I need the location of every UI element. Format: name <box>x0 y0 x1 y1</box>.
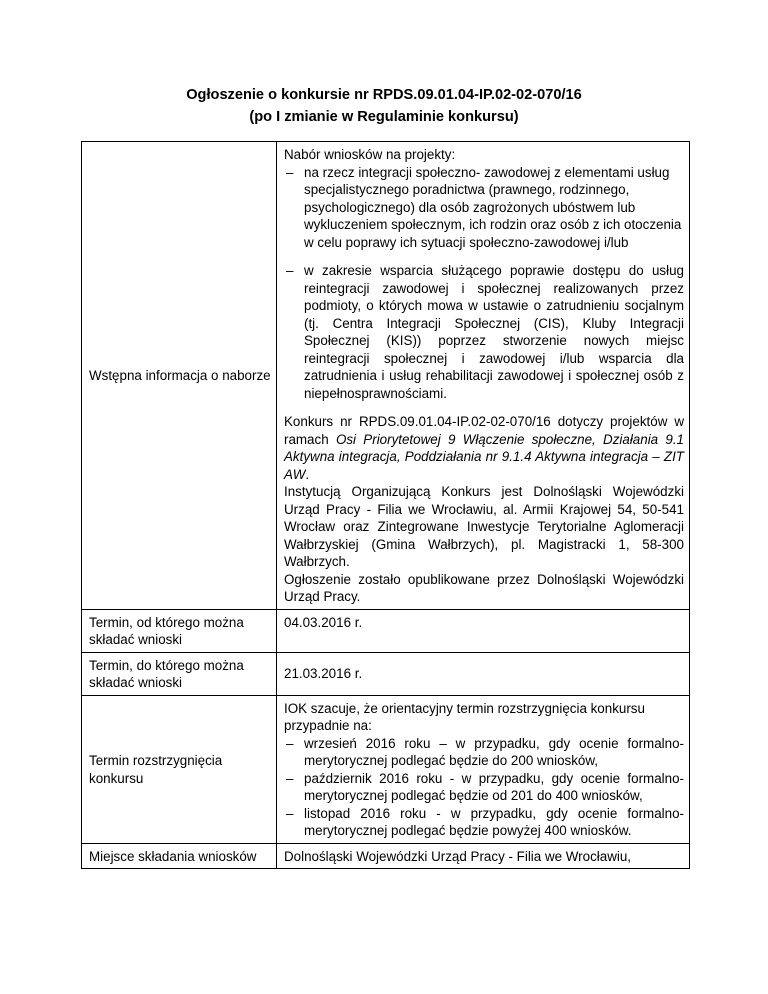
value-resolution <box>277 695 690 843</box>
document-title: Ogłoszenie o konkursie nr RPDS.09.01.04-IP.02-02-070/16 <box>186 87 582 103</box>
label-resolution: Termin rozstrzygnięcia konkursu <box>82 695 277 843</box>
label-start-date: Termin, od którego można składać wnioski <box>82 609 277 652</box>
contest-end: . <box>305 466 310 482</box>
value-submission-place: Dolnośląski Wojewódzki Urząd Pracy - Filia we Wrocławiu, <box>277 843 690 869</box>
resolution-item-1: – wrzesień 2016 roku – w przypadku, gdy ocenie formalno-merytorycznej podlegać będzie do 200 wniosków, <box>284 735 684 770</box>
resolution-item-2: – październik 2016 roku - w przypadku, gdy ocenie formalno-merytorycznej podlegać będzie od 201 do 400 wniosków, <box>284 770 684 805</box>
intro-text: Nabór wniosków na projekty: <box>284 147 456 162</box>
label-submission-place: Miejsce składania wniosków <box>82 843 277 869</box>
table-row-resolution <box>82 695 690 843</box>
value-end-date: 21.03.2016 r. <box>277 652 690 695</box>
label-initial-info: Wstępna informacja o naborze <box>82 142 277 610</box>
table-row-submission-place <box>82 843 690 869</box>
contest-description <box>284 413 684 483</box>
table-row-start-date <box>82 609 690 652</box>
published-text: Ogłoszenie zostało opublikowane przez Dolnośląski Wojewódzki Urząd Pracy. <box>284 571 684 604</box>
label-end-date: Termin, do którego można składać wnioski <box>82 652 277 695</box>
contest-info-table <box>81 141 690 869</box>
contest-text: Konkurs nr RPDS.09.01.04-IP.02-02-070/16 dotyczy projektów w ramach <box>284 414 684 447</box>
value-initial-info <box>277 142 690 610</box>
value-start-date: 04.03.2016 r. <box>277 609 690 652</box>
table-row-end-date <box>82 652 690 695</box>
institution-text: Instytucją Organizującą Konkurs jest Dolnośląski Wojewódzki Urząd Pracy - Filia we Wrocławiu, al. Armii Krajowej 54, 50-541 Wrocław oraz Zintegrowane Inwestycje Terytorialne Aglomeracji Wałbrzyskiej (Gmina Wałbrzych), pl. Magistracki 1, 58-300 Wałbrzych. <box>284 484 684 569</box>
resolution-intro: IOK szacuje, że orientacyjny termin rozstrzygnięcia konkursu przypadnie na: <box>284 700 645 733</box>
document-subtitle: (po I zmianie w Regulaminie konkursu) <box>249 109 519 125</box>
contest-priority-axis: Osi Priorytetowej 9 Włączenie społeczne, Działania 9.1 Aktywna integracja, Poddziałania nr 9.1.4 Aktywna integracja – ZIT AW <box>284 431 685 482</box>
table-row-initial-info <box>82 142 690 610</box>
project-type-item-2: – w zakresie wsparcia służącego poprawie dostępu do usług reintegracji zawodowej i społecznej realizowanych przez podmioty, o których mowa w ustawie o zatrudnieniu socjalnym (tj. Centra Integracji Społecznej (CIS), Kluby Integracji Społecznej (KIS)) poprzez stworzenie nowych miejsc reintegracji społecznej i zawodowej i/lub wsparcia dla zatrudnienia i usług rehabilitacji zawodowej i społecznej osób z niepełnosprawnościami. <box>284 262 684 402</box>
resolution-item-3: – listopad 2016 roku - w przypadku, gdy ocenie formalno-merytorycznej podlegać będzie powyżej 400 wniosków. <box>284 805 684 840</box>
project-type-item-1: – na rzecz integracji społeczno- zawodowej z elementami usług specjalistycznego poradnictwa (prawnego, rodzinnego, psychologicznego) dla osób zagrożonych ubóstwem lub wykluczeniem społecznym, ich rodzin oraz osób z ich otoczenia w celu poprawy ich sytuacji społeczno-zawodowej i/lub <box>284 164 684 252</box>
